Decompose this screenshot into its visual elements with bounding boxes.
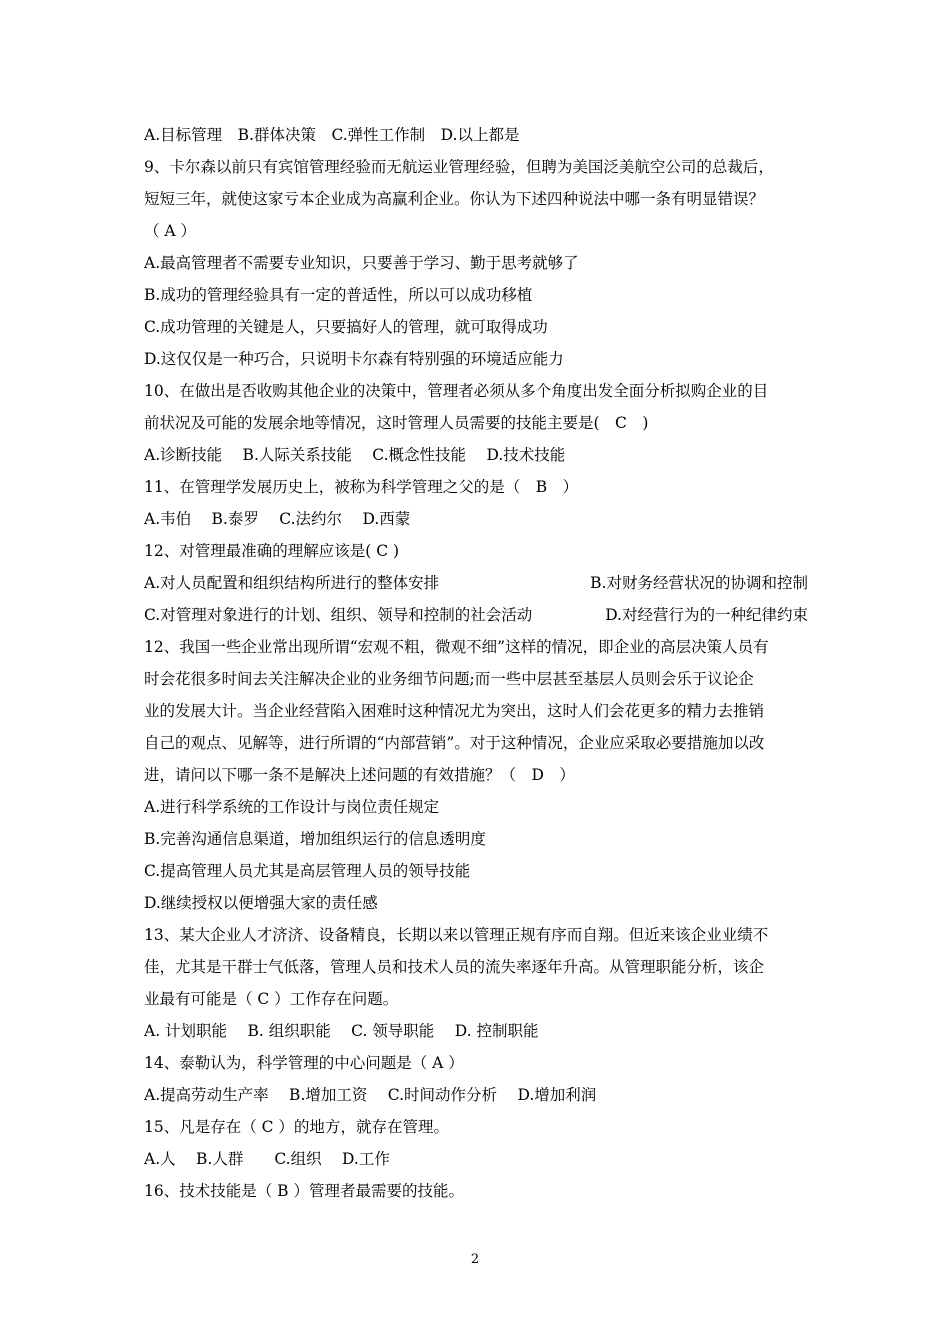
text-line: A.诊断技能 B.人际关系技能 C.概念性技能 D.技术技能 xyxy=(144,446,566,464)
text-line: （ A ） xyxy=(144,222,197,240)
text-line: 15、凡是存在（ C ）的地方，就存在管理。 xyxy=(144,1118,449,1136)
option-left: C.对管理对象进行的计划、组织、领导和控制的社会活动 xyxy=(144,606,533,624)
text-line: D.这仅仅是一种巧合，只说明卡尔森有特别强的环境适应能力 xyxy=(144,350,564,368)
text-line: 前状况及可能的发展余地等情况，这时管理人员需要的技能主要是( C ) xyxy=(144,414,649,432)
option-left: A.对人员配置和组织结构所进行的整体安排 xyxy=(144,574,440,592)
text-line: 时会花很多时间去关注解决企业的业务细节问题;而一些中层甚至基层人员则会乐于议论企 xyxy=(144,670,754,688)
text-line: A.目标管理 B.群体决策 C.弹性工作制 D.以上都是 xyxy=(144,126,520,144)
text-line: 进，请问以下哪一条不是解决上述问题的有效措施？（ D ） xyxy=(144,766,575,784)
option-right: D.对经营行为的一种纪律约束 xyxy=(605,606,808,624)
text-line: A.最高管理者不需要专业知识，只要善于学习、勤于思考就够了 xyxy=(144,254,579,272)
text-line: 业的发展大计。当企业经营陷入困难时这种情况尤为突出，这时人们会花更多的精力去推销 xyxy=(144,702,765,720)
option-row xyxy=(144,567,808,599)
text-line: 16、技术技能是（ B ）管理者最需要的技能。 xyxy=(144,1182,464,1200)
text-line: 12、我国一些企业常出现所谓“宏观不粗，微观不细”这样的情况，即企业的高层决策人员有 xyxy=(144,638,769,656)
text-line: 10、在做出是否收购其他企业的决策中，管理者必须从多个角度出发全面分析拟购企业的目 xyxy=(144,382,769,400)
page-number: 2 xyxy=(470,1252,480,1267)
text-line: A.进行科学系统的工作设计与岗位责任规定 xyxy=(144,798,440,816)
text-line: 自己的观点、见解等，进行所谓的“内部营销”。对于这种情况，企业应采取必要措施加以改 xyxy=(144,734,765,752)
text-line: A.提高劳动生产率 B.增加工资 C.时间动作分析 D.增加利润 xyxy=(144,1086,597,1104)
text-line: A. 计划职能 B. 组织职能 C. 领导职能 D. 控制职能 xyxy=(144,1022,539,1040)
text-line: C.成功管理的关键是人，只要搞好人的管理，就可取得成功 xyxy=(144,318,548,336)
text-line: 业最有可能是（ C ）工作存在问题。 xyxy=(144,990,399,1008)
text-line: B.成功的管理经验具有一定的普适性，所以可以成功移植 xyxy=(144,286,533,304)
text-line: 13、某大企业人才济济、设备精良，长期以来以管理正规有序而自翔。但近来该企业业绩不 xyxy=(144,926,769,944)
text-line: C.提高管理人员尤其是高层管理人员的领导技能 xyxy=(144,862,471,880)
text-line: A.人 B.人群 C.组织 D.工作 xyxy=(144,1150,390,1168)
text-line: 12、对管理最准确的理解应该是( C ) xyxy=(144,542,400,560)
text-line: 9、卡尔森以前只有宾馆管理经验而无航运业管理经验，但聘为美国泛美航空公司的总裁后， xyxy=(144,158,774,176)
option-right: B.对财务经营状况的协调和控制 xyxy=(590,574,808,592)
option-row xyxy=(144,599,808,631)
text-line: 11、在管理学发展历史上，被称为科学管理之父的是（ B ） xyxy=(144,478,579,496)
text-line: 佳，尤其是干群士气低落，管理人员和技术人员的流失率逐年升高。从管理职能分析，该企 xyxy=(144,958,765,976)
text-line: 14、泰勒认为，科学管理的中心问题是（ A ） xyxy=(144,1054,464,1072)
text-line: B.完善沟通信息渠道，增加组织运行的信息透明度 xyxy=(144,830,486,848)
text-line: 短短三年，就使这家亏本企业成为高赢利企业。你认为下述四种说法中哪一条有明显错误？ xyxy=(144,190,765,208)
page-body xyxy=(144,119,808,1207)
text-line: D.继续授权以便增强大家的责任感 xyxy=(144,894,378,912)
text-line: A.韦伯 B.泰罗 C.法约尔 D.西蒙 xyxy=(144,510,411,528)
